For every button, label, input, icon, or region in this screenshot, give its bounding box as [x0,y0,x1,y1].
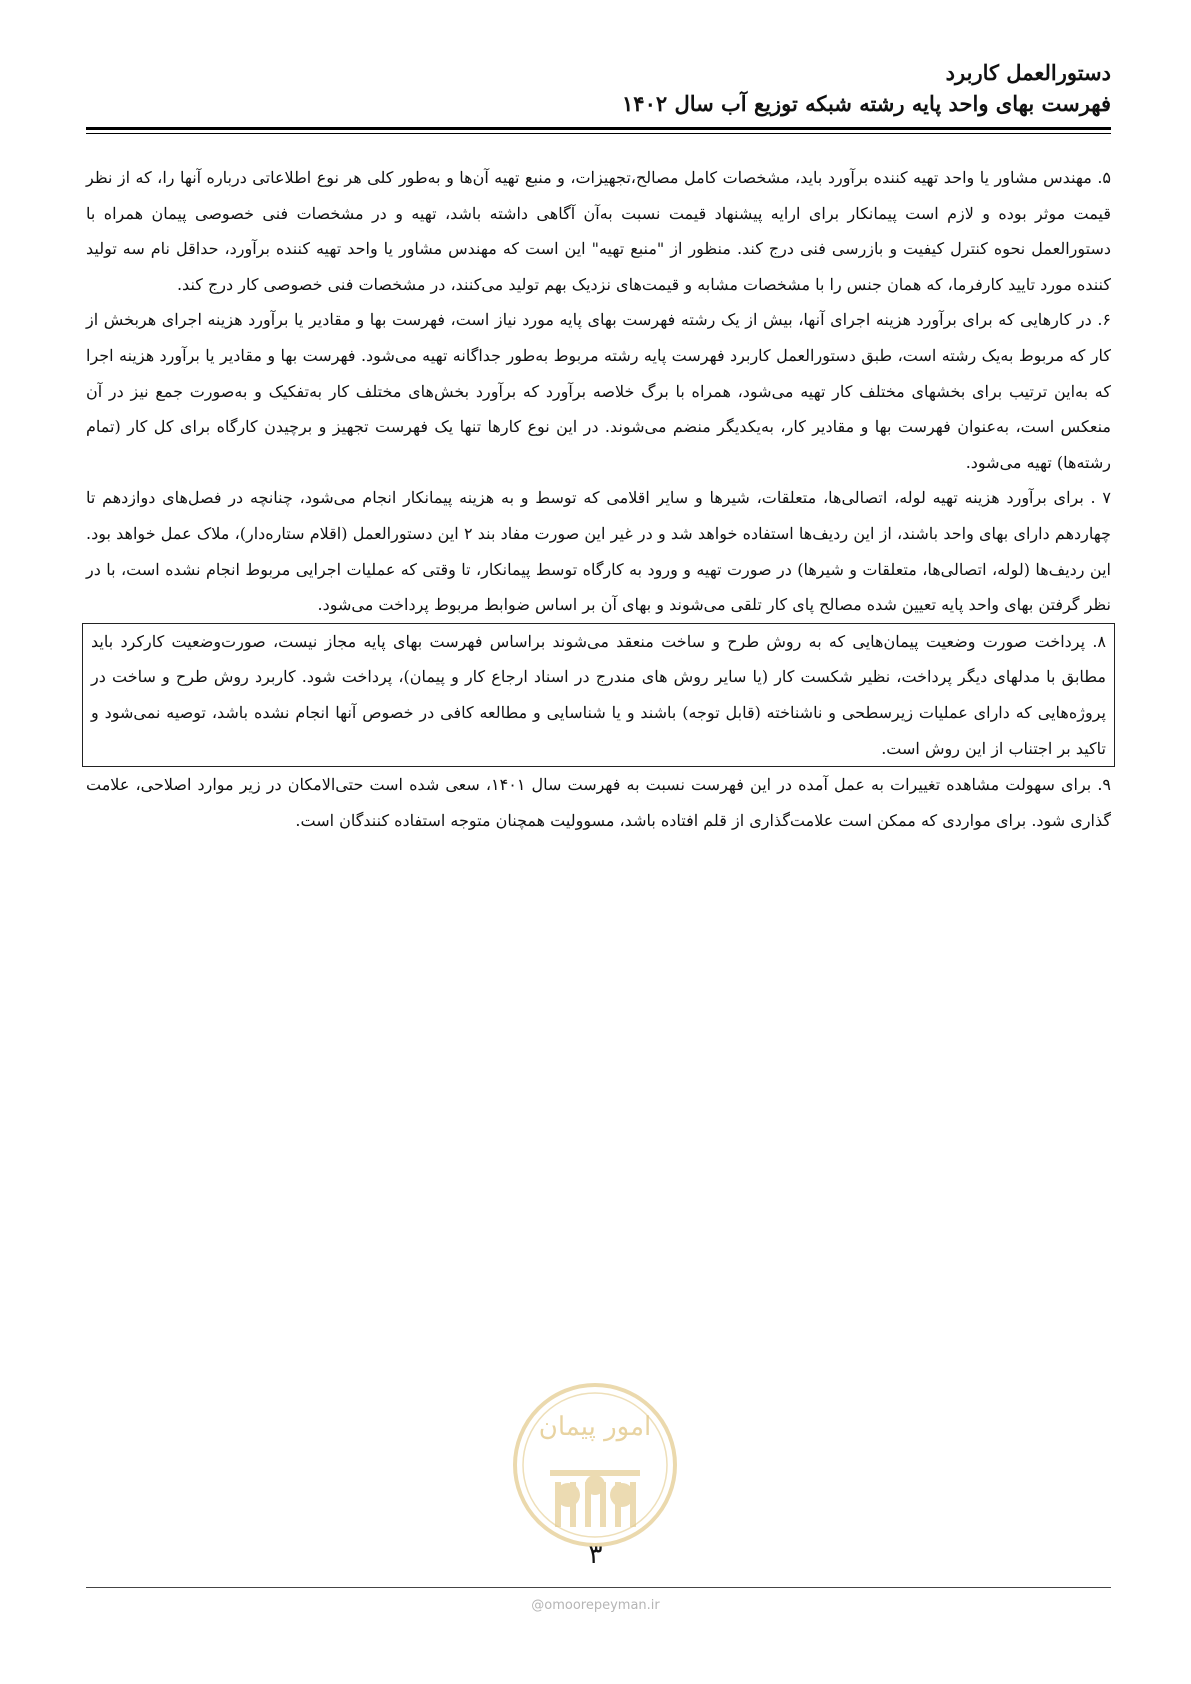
footer-website: @omoorepeyman.ir [531,1598,660,1613]
page-header [140,58,1111,120]
paragraph-7: ۷ . برای برآورد هزینه تهیه لوله، اتصالی‌ها، متعلقات، شیرها و سایر اقلامی که توسط و به هزینه پیمانکار انجام می‌شود، چنانچه در فصل‌های دوازدهم تا چهاردهم دارای بهای واحد باشند، از این ردیف‌ها استفاده خواهد شد و در غیر این صورت مفاد بند ۲ این دستورالعمل (اقلام ستاره‌دار)، ملاک عمل خواهد بود. این ردیف‌ها (لوله، اتصالی‌ها، متعلقات و شیرها) در صورت تهیه و ورود به کارگاه توسط پیمانکار، تا وقتی که عملیات اجرایی مربوط انجام نشده است، با در نظر گرفتن بهای واحد پایه تعیین شده مصالح پای کار تلقی می‌شوند و بهای آن بر اساس ضوابط مربوط پرداخت می‌شود. [86,488,1111,615]
header-title: دستورالعمل کاربرد [945,60,1111,85]
paragraph-9: ۹. برای سهولت مشاهده تغییرات به عمل آمده در این فهرست نسبت به فهرست سال ۱۴۰۱، سعی شده است حتی‌الامکان در زیر موارد اصلاحی، علامت گذاری شود. برای مواردی که ممکن است علامت‌گذاری از قلم افتاده باشد، مسوولیت همچنان متوجه استفاده کنندگان است. [86,775,1112,830]
header-subtitle: فهرست بهای واحد پایه رشته شبکه توزیع آب سال ۱۴۰۲ [622,91,1111,116]
paragraph-6: ۶. در کارهایی که برای برآورد هزینه اجرای آنها، بیش از یک رشته فهرست بهای پایه مورد نیاز است، فهرست بها و مقادیر یا برآورد هزینه اجرای هربخش از کار که مربوط به‌یک رشته است، طبق دستورالعمل کاربرد فهرست پایه رشته مربوط به‌طور جداگانه تهیه می‌شود. فهرست بها و مقادیر یا برآورد هزینه اجرا که به‌این ترتیب برای بخشهای مختلف کار تهیه می‌شود، همراه با برگ خلاصه برآورد که برآورد بخش‌های مختلف کار به‌تفکیک و به‌صورت جمع نیز در آن منعکس است، به‌عنوان فهرست بها و مقادیر کار، به‌یکدیگر منضم می‌شوند. در این نوع کارها تنها یک فهرست تجهیز و برچیدن کارگاه برای کل کار (تمام رشته‌ها) تهیه می‌شود. [86,310,1111,472]
omoorepeyman-watermark-logo [510,1370,680,1560]
boxed-note [82,623,1115,767]
header-rule-thick [86,127,1111,130]
paragraph-8: ۸. پرداخت صورت وضعیت پیمان‌هایی که به روش طرح و ساخت منعقد می‌شوند براساس فهرست بهای پایه مجاز نیست، صورت‌وضعیت کارکرد باید مطابق با مدلهای دیگر پرداخت، نظیر شکست کار (یا سایر روش های مندرج در اسناد ارجاع کار و پیمان)، پرداخت شود. کاربرد روش طرح و ساخت در پروژه‌هایی که دارای عملیات زیرسطحی و ناشناخته (قابل توجه) باشند و یا شناسایی و مطالعه کافی در خصوص آنها انجام نشده باشد، توصیه نمی‌شود و تاکید بر اجتناب از این روش است. [91,631,1106,758]
header-rule-thin [86,133,1111,134]
paragraph-5: ۵. مهندس مشاور یا واحد تهیه کننده برآورد باید، مشخصات کامل مصالح،تجهیزات، و منبع تهیه آن‌ها و به‌طور کلی هر نوع اطلاعاتی درباره آنها را، که از نظر قیمت موثر بوده و لازم است پیمانکار برای ارایه پیشنهاد قیمت نسبت به‌آن آگاهی داشته باشد، تهیه و در مشخصات فنی خصوصی پیمان همراه با دستورالعمل نحوه کنترل کیفیت و بازرسی فنی درج کند. منظور از "منبع تهیه" این است که مهندس مشاور یا واحد تهیه کننده برآورد، حداقل نام سه تولید کننده مورد تایید کارفرما، که همان جنس را با مشخصات مشابه و قیمت‌های نزدیک بهم تولید می‌کنند، در مشخصات فنی خصوصی کار درج کند. [86,168,1111,294]
watermark-logo-text: امور پیمان [538,1412,652,1442]
page-number: ۳ [588,1540,603,1570]
footer-rule [86,1587,1111,1588]
document-body [86,160,1111,838]
